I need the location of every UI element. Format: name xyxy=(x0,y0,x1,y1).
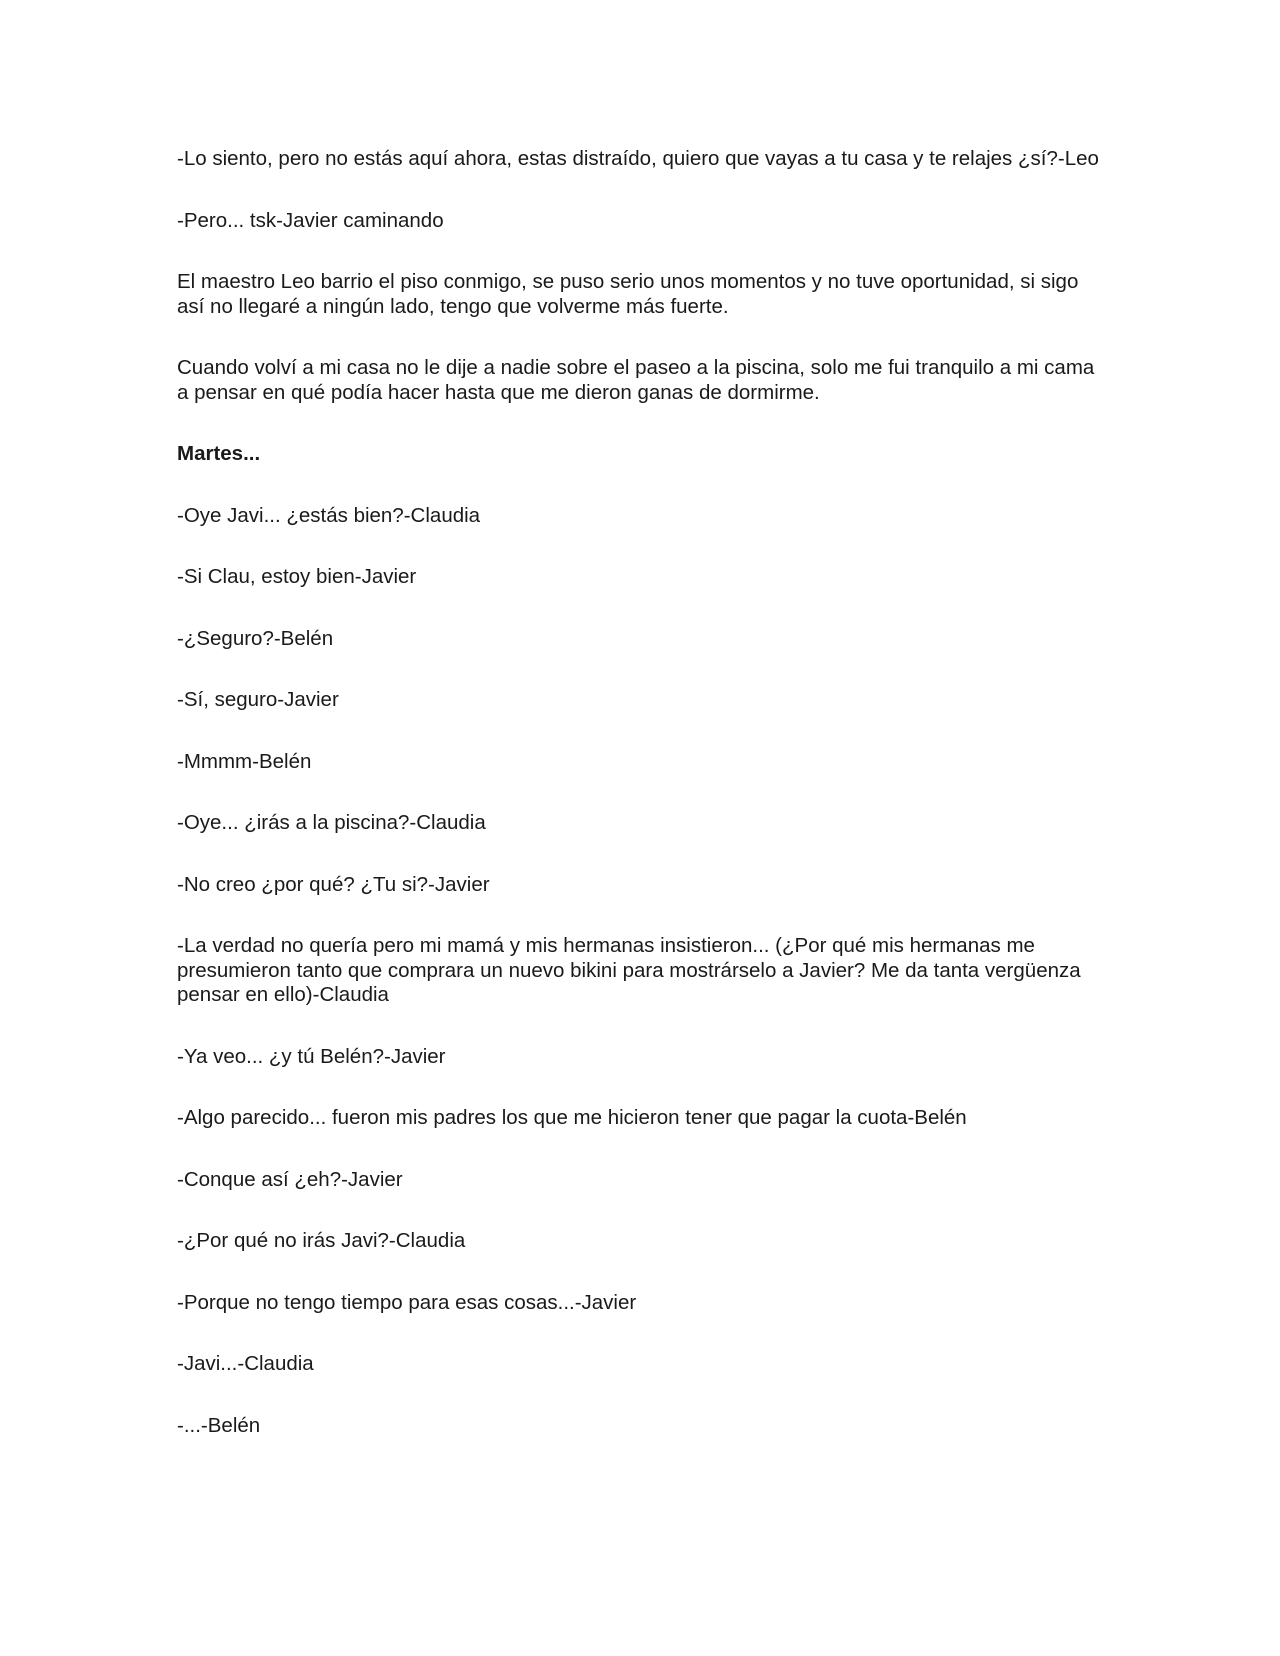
dialogue-line: -Oye Javi... ¿estás bien?-Claudia xyxy=(177,503,481,527)
dialogue-line: -Javi...-Claudia xyxy=(177,1352,314,1375)
dialogue-line: -Oye... ¿irás a la piscina?-Claudia xyxy=(177,811,486,834)
dialogue-line: -Mmmm-Belén xyxy=(177,749,312,773)
section-heading: Martes... xyxy=(177,442,261,465)
dialogue-line: -No creo ¿por qué? ¿Tu si?-Javier xyxy=(177,872,490,896)
dialogue-line: -Conque así ¿eh?-Javier xyxy=(177,1167,403,1191)
dialogue-line: -Si Clau, estoy bien-Javier xyxy=(177,565,417,588)
dialogue-line: -¿Seguro?-Belén xyxy=(177,626,334,650)
paragraph: -Pero... tsk-Javier caminando xyxy=(177,208,444,232)
paragraph: -Lo siento, pero no estás aquí ahora, estas distraído, quiero que vayas a tu casa y te relajes ¿sí?-Leo xyxy=(177,147,1099,170)
dialogue-line: -La verdad no quería pero mi mamá y mis hermanas insistieron... (¿Por qué mis hermanas me presumieron tanto que comprara un nuevo bikini para mostrárselo a Javier? Me da tanta vergüenza pensar en ello)-Claudia xyxy=(177,934,1081,1006)
dialogue-line: -Sí, seguro-Javier xyxy=(177,688,339,711)
dialogue-line: -...-Belén xyxy=(177,1413,261,1437)
dialogue-line: -Algo parecido... fueron mis padres los que me hicieron tener que pagar la cuota-Belén xyxy=(177,1106,967,1129)
dialogue-line: -¿Por qué no irás Javi?-Claudia xyxy=(177,1229,466,1252)
dialogue-line: -Porque no tengo tiempo para esas cosas...-Javier xyxy=(177,1290,637,1314)
paragraph: El maestro Leo barrio el piso conmigo, se puso serio unos momentos y no tuve oportunidad, si sigo así no llegaré a ningún lado, tengo que volverme más fuerte. xyxy=(177,270,1079,318)
dialogue-line: -Ya veo... ¿y tú Belén?-Javier xyxy=(177,1044,446,1068)
document-body xyxy=(177,147,1107,1475)
paragraph: Cuando volví a mi casa no le dije a nadie sobre el paseo a la piscina, solo me fui tranquilo a mi cama a pensar en qué podía hacer hasta que me dieron ganas de dormirme. xyxy=(177,356,1095,404)
